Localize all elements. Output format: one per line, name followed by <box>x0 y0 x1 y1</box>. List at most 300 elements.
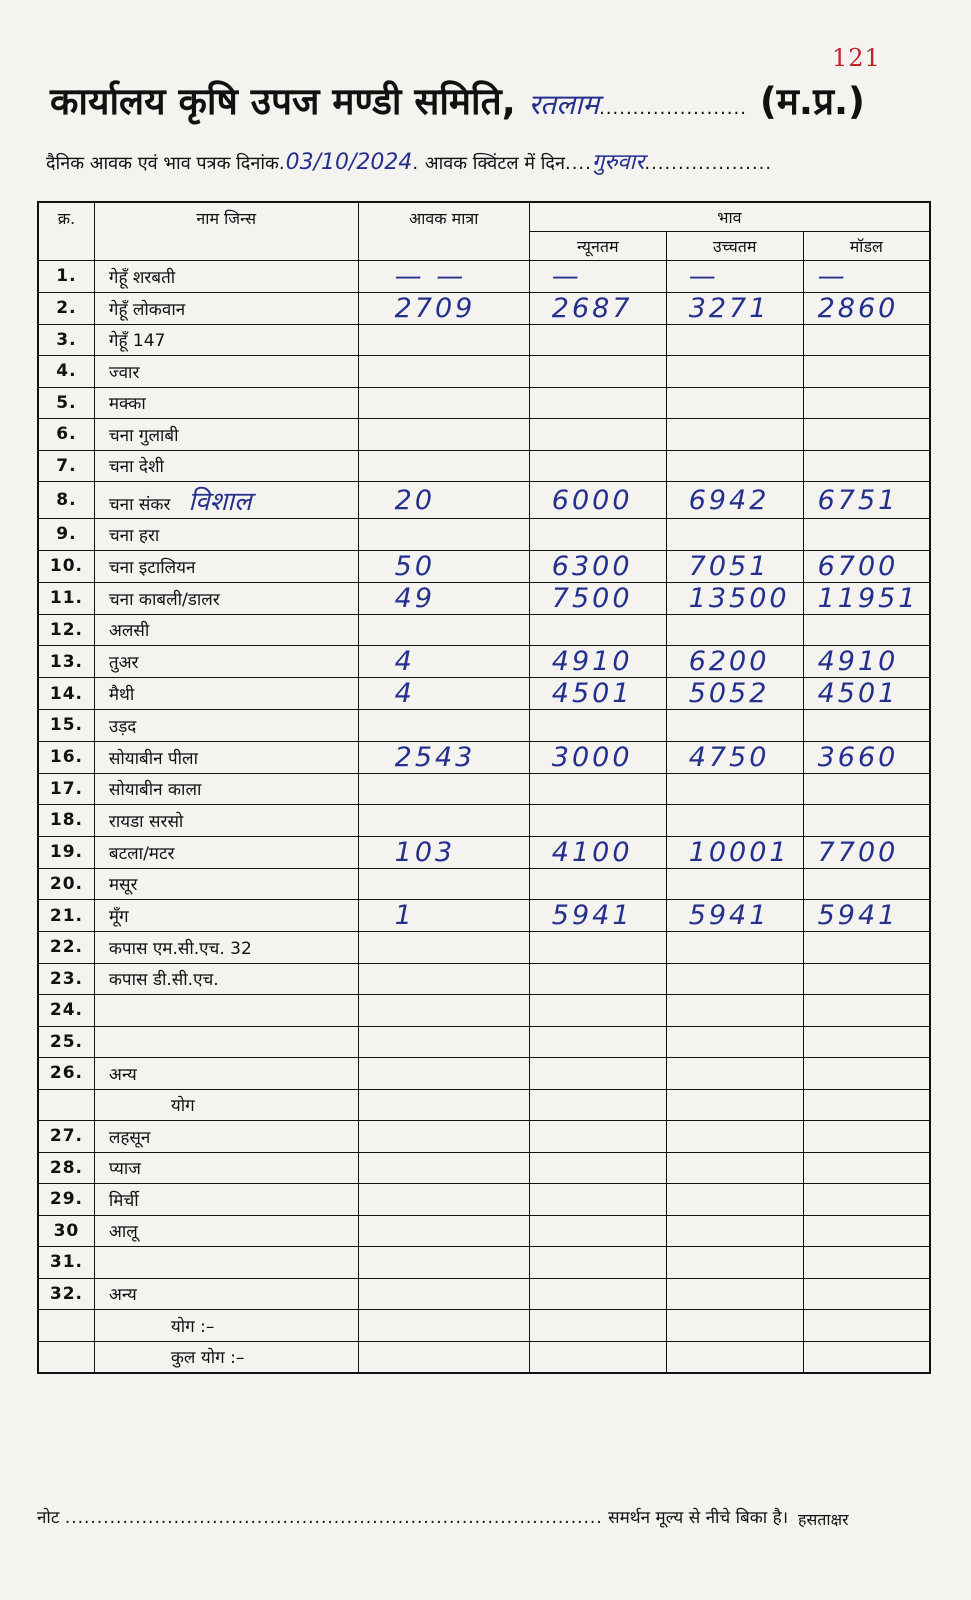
row-min-price <box>529 387 666 419</box>
row-modal-price: 4910 <box>803 646 930 678</box>
row-arrival: 4 <box>358 678 529 710</box>
row-arrival: 49 <box>358 582 529 614</box>
subtitle-middle: आवक क्विंटल में दिन <box>424 153 565 174</box>
table-row <box>38 963 930 995</box>
subtitle-date: 03/10/2024 <box>285 150 413 175</box>
row-serial: 12. <box>38 614 94 646</box>
row-serial: 30 <box>38 1215 94 1247</box>
row-arrival <box>358 614 529 646</box>
row-arrival <box>358 963 529 995</box>
row-min-price <box>529 1184 666 1216</box>
row-serial <box>38 1310 94 1342</box>
table-row <box>38 932 930 964</box>
row-commodity <box>94 582 358 614</box>
row-modal-price <box>803 450 930 482</box>
row-serial: 4. <box>38 356 94 388</box>
row-arrival <box>358 450 529 482</box>
row-modal-price <box>803 995 930 1027</box>
row-max-price: 5941 <box>666 900 803 932</box>
row-max-price <box>666 1247 803 1279</box>
row-commodity <box>94 356 358 388</box>
header-name: नाम जिन्स <box>94 202 358 260</box>
row-arrival: 2709 <box>358 292 529 324</box>
row-commodity <box>94 868 358 900</box>
commodity-name: मूँग <box>108 907 129 927</box>
table-row <box>38 614 930 646</box>
title-text: कार्यालय कृषि उपज मण्डी समिति, <box>50 80 516 123</box>
row-serial: 1. <box>38 260 94 292</box>
row-serial: 5. <box>38 387 94 419</box>
row-max-price: 7051 <box>666 550 803 582</box>
commodity-name: चना काबली/डालर <box>108 589 220 610</box>
header-min: न्यूनतम <box>529 231 666 260</box>
row-serial: 32. <box>38 1278 94 1310</box>
row-serial: 14. <box>38 678 94 710</box>
row-modal-price: 2860 <box>803 292 930 324</box>
row-modal-price <box>803 1278 930 1310</box>
commodity-name: चना इटालियन <box>108 557 196 578</box>
row-commodity <box>94 1310 358 1342</box>
row-max-price <box>666 419 803 451</box>
table-row <box>38 805 930 837</box>
commodity-name: योग <box>170 1096 195 1117</box>
row-modal-price <box>803 710 930 742</box>
row-arrival <box>358 805 529 837</box>
table-row <box>38 1215 930 1247</box>
table-row <box>38 1341 930 1373</box>
row-max-price <box>666 932 803 964</box>
row-min-price: 4100 <box>529 836 666 868</box>
table-row <box>38 582 930 614</box>
row-min-price <box>529 324 666 356</box>
row-min-price: 4910 <box>529 646 666 678</box>
table-row <box>38 260 930 292</box>
row-serial: 27. <box>38 1121 94 1153</box>
row-arrival <box>358 710 529 742</box>
table-row <box>38 1184 930 1216</box>
row-modal-price <box>803 1026 930 1058</box>
row-arrival <box>358 995 529 1027</box>
row-arrival: 1 <box>358 900 529 932</box>
row-serial: 2. <box>38 292 94 324</box>
row-commodity <box>94 260 358 292</box>
table-row <box>38 836 930 868</box>
header-arrival: आवक मात्रा <box>358 202 529 260</box>
row-commodity <box>94 1341 358 1373</box>
commodity-name: गेहूँ शरबती <box>108 267 176 288</box>
note-dots: .................................................................................... <box>64 1508 603 1528</box>
row-commodity <box>94 387 358 419</box>
row-commodity <box>94 710 358 742</box>
row-modal-price: 5941 <box>803 900 930 932</box>
row-modal-price <box>803 773 930 805</box>
row-max-price <box>666 1215 803 1247</box>
row-modal-price: 3660 <box>803 741 930 773</box>
table-row <box>38 1121 930 1153</box>
row-modal-price <box>803 1184 930 1216</box>
row-max-price <box>666 519 803 551</box>
row-serial: 6. <box>38 419 94 451</box>
commodity-name: कपास एम.सी.एच. 32 <box>108 938 252 959</box>
table-row <box>38 1026 930 1058</box>
commodity-name: सोयाबीन पीला <box>108 748 198 769</box>
footer-note <box>37 1505 788 1528</box>
row-serial: 31. <box>38 1247 94 1279</box>
row-commodity <box>94 995 358 1027</box>
commodity-name: बटला/मटर <box>108 843 175 864</box>
row-min-price <box>529 1278 666 1310</box>
header-modal: मॉडल <box>803 231 930 260</box>
table-row <box>38 1089 930 1121</box>
row-serial: 15. <box>38 710 94 742</box>
table-row <box>38 419 930 451</box>
table-row <box>38 519 930 551</box>
row-max-price: 6942 <box>666 482 803 519</box>
row-serial <box>38 1089 94 1121</box>
page-title <box>50 74 940 125</box>
row-arrival <box>358 932 529 964</box>
commodity-name: कपास डी.सी.एच. <box>108 970 219 991</box>
commodity-name: योग :– <box>170 1316 215 1337</box>
commodity-name: चना गुलाबी <box>108 425 179 446</box>
row-min-price <box>529 450 666 482</box>
row-min-price: 5941 <box>529 900 666 932</box>
row-serial: 19. <box>38 836 94 868</box>
row-arrival <box>358 868 529 900</box>
row-arrival <box>358 1278 529 1310</box>
row-modal-price: 4501 <box>803 678 930 710</box>
row-max-price <box>666 1026 803 1058</box>
row-arrival <box>358 1026 529 1058</box>
commodity-name: प्याज <box>108 1159 141 1180</box>
row-modal-price <box>803 419 930 451</box>
row-serial: 10. <box>38 550 94 582</box>
row-min-price: 3000 <box>529 741 666 773</box>
row-serial: 8. <box>38 482 94 519</box>
row-max-price <box>666 387 803 419</box>
row-commodity <box>94 419 358 451</box>
row-max-price <box>666 450 803 482</box>
commodity-name: चना देशी <box>108 457 164 478</box>
row-serial: 28. <box>38 1152 94 1184</box>
table-header <box>38 202 930 260</box>
row-commodity <box>94 1184 358 1216</box>
row-max-price <box>666 1152 803 1184</box>
row-commodity <box>94 519 358 551</box>
row-modal-price <box>803 805 930 837</box>
table-row <box>38 1152 930 1184</box>
row-min-price <box>529 1215 666 1247</box>
row-modal-price: — <box>803 260 930 292</box>
commodity-name: चना संकर <box>108 495 171 515</box>
row-serial: 13. <box>38 646 94 678</box>
row-serial: 20. <box>38 868 94 900</box>
row-modal-price: 7700 <box>803 836 930 868</box>
commodity-name: रायडा सरसो <box>108 811 184 832</box>
row-modal-price <box>803 1247 930 1279</box>
header-max: उच्चतम <box>666 231 803 260</box>
row-serial: 7. <box>38 450 94 482</box>
table-row <box>38 1310 930 1342</box>
title-state: (म.प्र.) <box>759 80 865 123</box>
row-max-price: 6200 <box>666 646 803 678</box>
subtitle-prefix: दैनिक आवक एवं भाव पत्रक दिनांक <box>46 153 279 174</box>
note-text: समर्थन मूल्य से नीचे बिका है। <box>608 1508 789 1528</box>
table-row <box>38 292 930 324</box>
row-min-price <box>529 1341 666 1373</box>
row-arrival: — — <box>358 260 529 292</box>
row-arrival <box>358 1184 529 1216</box>
row-max-price: 13500 <box>666 582 803 614</box>
row-arrival <box>358 1215 529 1247</box>
row-serial: 22. <box>38 932 94 964</box>
row-modal-price: 6700 <box>803 550 930 582</box>
page-number: 121 <box>832 44 881 72</box>
subtitle-line: दैनिक आवक एवं भाव पत्रक दिनांक.03/10/2024. आवक क्विंटल में दिन....गुरुवार................... <box>46 150 773 175</box>
subtitle-day: गुरुवार <box>591 150 645 175</box>
row-commodity <box>94 450 358 482</box>
row-max-price <box>666 1121 803 1153</box>
row-arrival <box>358 1310 529 1342</box>
table-row <box>38 1058 930 1090</box>
commodity-name: मिर्ची <box>108 1190 139 1211</box>
row-modal-price <box>803 1089 930 1121</box>
row-commodity <box>94 1152 358 1184</box>
row-min-price <box>529 356 666 388</box>
row-commodity <box>94 1058 358 1090</box>
row-min-price <box>529 1058 666 1090</box>
row-arrival: 4 <box>358 646 529 678</box>
row-modal-price <box>803 519 930 551</box>
row-commodity <box>94 482 358 519</box>
table-row <box>38 646 930 678</box>
table-row <box>38 773 930 805</box>
row-commodity <box>94 963 358 995</box>
row-serial: 16. <box>38 741 94 773</box>
row-min-price <box>529 773 666 805</box>
row-min-price: 4501 <box>529 678 666 710</box>
row-commodity <box>94 1247 358 1279</box>
row-min-price: — <box>529 260 666 292</box>
row-min-price <box>529 805 666 837</box>
row-commodity <box>94 292 358 324</box>
commodity-handwritten-note: विशाल <box>188 487 252 517</box>
header-sn: क्र. <box>38 202 94 260</box>
row-serial: 29. <box>38 1184 94 1216</box>
row-modal-price <box>803 1310 930 1342</box>
table-row <box>38 868 930 900</box>
row-min-price <box>529 1026 666 1058</box>
title-place-handwritten: रतलाम <box>528 88 600 121</box>
header-price: भाव <box>529 202 930 231</box>
row-arrival: 103 <box>358 836 529 868</box>
row-modal-price <box>803 387 930 419</box>
row-modal-price <box>803 614 930 646</box>
commodity-name: गेहूँ लोकवान <box>108 299 186 320</box>
commodity-name: कुल योग :– <box>170 1348 245 1368</box>
row-max-price <box>666 1310 803 1342</box>
row-arrival: 20 <box>358 482 529 519</box>
row-modal-price <box>803 1215 930 1247</box>
row-modal-price <box>803 1121 930 1153</box>
commodity-name: चना हरा <box>108 525 160 546</box>
row-min-price <box>529 963 666 995</box>
row-arrival <box>358 324 529 356</box>
row-commodity <box>94 614 358 646</box>
row-min-price <box>529 1310 666 1342</box>
row-min-price <box>529 868 666 900</box>
title-dots: ...................... <box>599 98 747 119</box>
table-row <box>38 741 930 773</box>
row-arrival <box>358 519 529 551</box>
row-commodity <box>94 1121 358 1153</box>
row-min-price <box>529 614 666 646</box>
row-commodity <box>94 805 358 837</box>
row-max-price <box>666 805 803 837</box>
row-serial: 25. <box>38 1026 94 1058</box>
commodity-name: मक्का <box>108 394 146 415</box>
row-commodity <box>94 1026 358 1058</box>
row-max-price <box>666 614 803 646</box>
commodity-name: गेहूँ 147 <box>108 331 166 352</box>
row-arrival: 50 <box>358 550 529 582</box>
row-max-price <box>666 356 803 388</box>
table-row <box>38 1247 930 1279</box>
row-max-price: — <box>666 260 803 292</box>
row-max-price: 3271 <box>666 292 803 324</box>
row-min-price <box>529 1247 666 1279</box>
row-serial: 11. <box>38 582 94 614</box>
row-max-price <box>666 710 803 742</box>
row-max-price <box>666 324 803 356</box>
row-min-price: 2687 <box>529 292 666 324</box>
row-modal-price <box>803 963 930 995</box>
row-arrival <box>358 419 529 451</box>
row-min-price <box>529 995 666 1027</box>
row-commodity <box>94 900 358 932</box>
row-modal-price <box>803 324 930 356</box>
subtitle-dots: ................... <box>644 153 773 174</box>
note-label: नोट <box>37 1508 60 1528</box>
row-commodity <box>94 1215 358 1247</box>
commodity-name: मैथी <box>108 685 135 705</box>
row-min-price <box>529 419 666 451</box>
row-modal-price: 6751 <box>803 482 930 519</box>
commodity-name: अन्य <box>108 1064 137 1085</box>
row-commodity <box>94 836 358 868</box>
row-modal-price <box>803 1058 930 1090</box>
row-max-price: 10001 <box>666 836 803 868</box>
row-min-price <box>529 932 666 964</box>
row-serial: 9. <box>38 519 94 551</box>
table-row <box>38 387 930 419</box>
row-serial: 26. <box>38 1058 94 1090</box>
row-arrival <box>358 1247 529 1279</box>
table-row <box>38 482 930 519</box>
row-serial: 21. <box>38 900 94 932</box>
table-row <box>38 550 930 582</box>
table-row <box>38 995 930 1027</box>
row-max-price <box>666 773 803 805</box>
row-max-price: 4750 <box>666 741 803 773</box>
rates-table <box>37 201 931 1374</box>
row-min-price <box>529 710 666 742</box>
commodity-name: ज्वार <box>108 362 140 383</box>
row-arrival <box>358 1341 529 1373</box>
row-commodity <box>94 741 358 773</box>
row-max-price <box>666 1058 803 1090</box>
row-commodity <box>94 678 358 710</box>
commodity-name: उड़द <box>108 716 137 737</box>
table-row <box>38 900 930 932</box>
commodity-name: सोयाबीन काला <box>108 780 202 801</box>
row-modal-price <box>803 868 930 900</box>
row-arrival: 2543 <box>358 741 529 773</box>
row-modal-price <box>803 932 930 964</box>
row-serial: 23. <box>38 963 94 995</box>
row-arrival <box>358 773 529 805</box>
row-serial: 3. <box>38 324 94 356</box>
table-row <box>38 356 930 388</box>
table-row <box>38 678 930 710</box>
commodity-name: अन्य <box>108 1285 137 1306</box>
row-arrival <box>358 1058 529 1090</box>
row-commodity <box>94 1089 358 1121</box>
row-min-price <box>529 519 666 551</box>
table-row <box>38 1278 930 1310</box>
row-serial <box>38 1341 94 1373</box>
table-row <box>38 450 930 482</box>
table-body <box>38 260 930 1373</box>
row-min-price: 6000 <box>529 482 666 519</box>
row-modal-price <box>803 1341 930 1373</box>
commodity-name: लहसून <box>108 1127 151 1148</box>
row-min-price <box>529 1152 666 1184</box>
row-max-price <box>666 1278 803 1310</box>
row-max-price: 5052 <box>666 678 803 710</box>
row-commodity <box>94 932 358 964</box>
row-commodity <box>94 324 358 356</box>
row-max-price <box>666 868 803 900</box>
row-min-price <box>529 1121 666 1153</box>
signature-label: हसताक्षर <box>798 1510 849 1529</box>
table-row <box>38 324 930 356</box>
table-row <box>38 710 930 742</box>
row-commodity <box>94 773 358 805</box>
row-max-price <box>666 995 803 1027</box>
row-arrival <box>358 1089 529 1121</box>
row-commodity <box>94 1278 358 1310</box>
row-max-price <box>666 1341 803 1373</box>
row-arrival <box>358 387 529 419</box>
commodity-name: मसूर <box>108 875 138 896</box>
row-min-price: 6300 <box>529 550 666 582</box>
row-serial: 18. <box>38 805 94 837</box>
row-max-price <box>666 1089 803 1121</box>
row-serial: 24. <box>38 995 94 1027</box>
commodity-name: तुअर <box>108 653 139 673</box>
row-commodity <box>94 550 358 582</box>
row-max-price <box>666 1184 803 1216</box>
row-min-price: 7500 <box>529 582 666 614</box>
row-commodity <box>94 646 358 678</box>
row-arrival <box>358 1121 529 1153</box>
row-arrival <box>358 356 529 388</box>
row-serial: 17. <box>38 773 94 805</box>
row-min-price <box>529 1089 666 1121</box>
row-modal-price <box>803 1152 930 1184</box>
commodity-name: अलसी <box>108 621 150 642</box>
